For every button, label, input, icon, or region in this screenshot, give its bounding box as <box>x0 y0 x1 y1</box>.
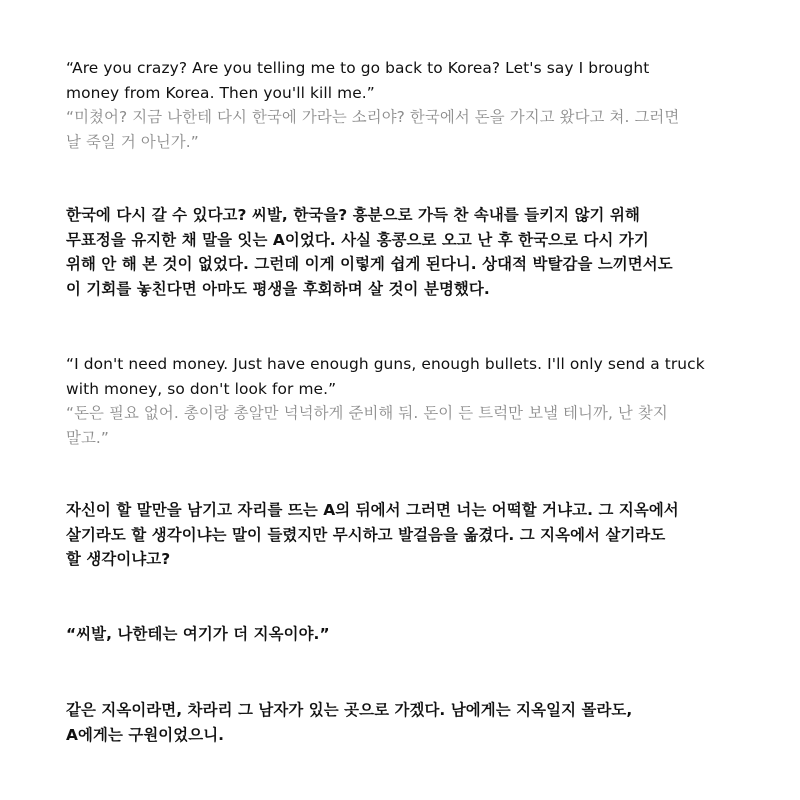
english-line: “Are you crazy? Are you telling me to go back to Korea? Let's say I brought <box>66 59 650 77</box>
korean-translation-line: 날 죽일 거 아닌가.” <box>66 132 199 151</box>
narration-line: 할 생각이냐고? <box>66 550 171 568</box>
english-line: with money, so don't look for me.” <box>66 379 337 398</box>
korean-translation-line: 말고.” <box>66 428 110 447</box>
narration-line: 무표정을 유지한 채 말을 잇는 A이었다. 사실 홍콩으로 오고 난 후 한국으로 다시 가기 <box>66 230 649 249</box>
narration-line: 살기라도 할 생각이냐는 말이 들렸지만 무시하고 발걸음을 옮겼다. 그 지옥에서 살기라도 <box>66 525 666 544</box>
narration-paragraph-2 <box>66 203 734 301</box>
dialogue-paragraph-5 <box>66 622 734 647</box>
narration-paragraph-6 <box>66 698 734 747</box>
narration-paragraph-4 <box>66 498 734 572</box>
narration-line: 한국에 다시 갈 수 있다고? 씨발, 한국을? 흥분으로 가득 찬 속내를 들키지 않기 위해 <box>66 206 640 224</box>
narration-line: 위해 안 해 본 것이 없었다. 그런데 이게 이렇게 쉽게 된다니. 상대적 박탈감을 느끼면서도 <box>66 255 673 273</box>
dialogue-line: “씨발, 나한테는 여기가 더 지옥이야.” <box>66 625 330 643</box>
narration-line: 자신이 할 말만을 남기고 자리를 뜨는 A의 뒤에서 그러면 너는 어떡할 거냐고. 그 지옥에서 <box>66 501 679 519</box>
english-line: money from Korea. Then you'll kill me.” <box>66 83 375 102</box>
korean-translation-line: “돈은 필요 없어. 총이랑 총알만 넉넉하게 준비해 둬. 돈이 든 트럭만 보낼 테니까, 난 찾지 <box>66 404 668 422</box>
dialogue-paragraph-1 <box>66 56 734 154</box>
narration-line: 같은 지옥이라면, 차라리 그 남자가 있는 곳으로 가겠다. 남에게는 지옥일지 몰라도, <box>66 701 633 719</box>
dialogue-paragraph-3 <box>66 352 734 450</box>
narration-line: 이 기회를 놓친다면 아마도 평생을 후회하며 살 것이 분명했다. <box>66 279 490 298</box>
korean-translation-line: “미쳤어? 지금 나한테 다시 한국에 가라는 소리야? 한국에서 돈을 가지고 왔다고 쳐. 그러면 <box>66 108 680 126</box>
english-line: “I don't need money. Just have enough guns, enough bullets. I'll only send a truck <box>66 355 705 373</box>
narration-line: A에게는 구원이었으니. <box>66 725 225 744</box>
